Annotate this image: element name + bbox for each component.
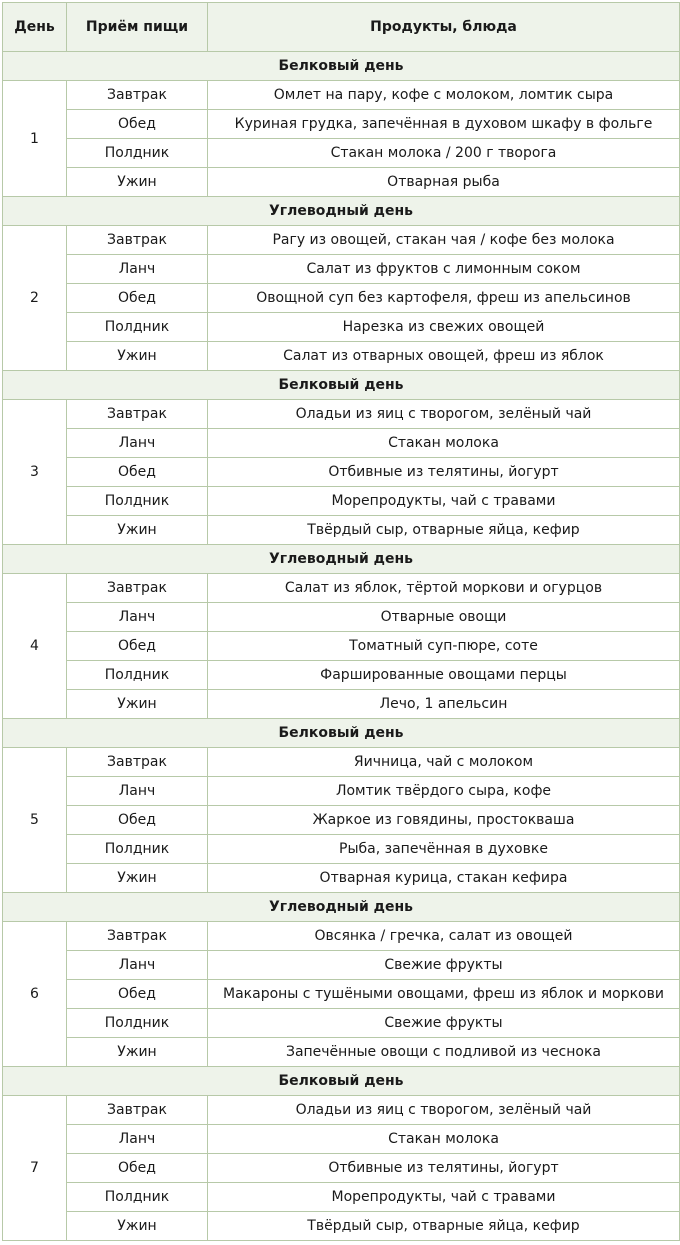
table-row [3, 1009, 680, 1038]
food-description: Свежие фрукты [384, 957, 503, 973]
food-description: Отварная курица, стакан кефира [319, 870, 568, 886]
food-cell [208, 980, 680, 1009]
food-cell [208, 342, 680, 371]
day-number: 5 [3, 748, 67, 893]
food-description: Нарезка из свежих овощей [342, 319, 545, 335]
meal-name: Ужин [67, 1038, 208, 1067]
meal-name: Полдник [67, 139, 208, 168]
food-cell [208, 574, 680, 603]
meal-name: Ланч [67, 429, 208, 458]
food-description: Отварная рыба [387, 174, 500, 190]
table-row [3, 110, 680, 139]
food-description: Отбивные из телятины, йогурт [328, 464, 559, 480]
food-cell [208, 690, 680, 719]
header-row [3, 3, 680, 52]
header-meal: Приём пищи [67, 3, 208, 52]
table-row [3, 980, 680, 1009]
meal-name: Полдник [67, 1009, 208, 1038]
food-cell [208, 1038, 680, 1067]
food-description: Морепродукты, чай с травами [331, 1189, 556, 1205]
food-description: Томатный суп-пюре, соте [349, 638, 538, 654]
table-row [3, 806, 680, 835]
food-cell [208, 139, 680, 168]
food-description: Куриная грудка, запечённая в духовом шкафу в фольге [234, 116, 653, 132]
food-cell [208, 951, 680, 980]
table-row [3, 81, 680, 110]
food-description: Яичница, чай с молоком [353, 754, 534, 770]
food-description: Фаршированные овощами перцы [320, 667, 567, 683]
section-row [3, 893, 680, 922]
diet-table [2, 2, 680, 1241]
food-description: Салат из отварных овощей, фреш из яблок [283, 348, 604, 364]
meal-name: Ужин [67, 516, 208, 545]
day-number: 6 [3, 922, 67, 1067]
section-row [3, 197, 680, 226]
table-row [3, 922, 680, 951]
meal-name: Полдник [67, 1183, 208, 1212]
day-number: 2 [3, 226, 67, 371]
food-cell [208, 458, 680, 487]
section-title: Углеводный день [3, 197, 680, 226]
meal-name: Полдник [67, 487, 208, 516]
meal-name: Ужин [67, 1212, 208, 1241]
table-row [3, 632, 680, 661]
food-description: Морепродукты, чай с травами [331, 493, 556, 509]
meal-name: Обед [67, 806, 208, 835]
meal-name: Ужин [67, 690, 208, 719]
food-cell [208, 400, 680, 429]
day-number: 7 [3, 1096, 67, 1241]
food-cell [208, 226, 680, 255]
food-description: Омлет на пару, кофе с молоком, ломтик сыра [273, 87, 614, 103]
table-row [3, 603, 680, 632]
food-cell [208, 748, 680, 777]
food-description: Оладьи из яиц с творогом, зелёный чай [295, 406, 592, 422]
food-description: Овощной суп без картофеля, фреш из апельсинов [256, 290, 631, 306]
food-description: Стакан молока [388, 435, 499, 451]
food-cell [208, 864, 680, 893]
table-row [3, 777, 680, 806]
table-row [3, 313, 680, 342]
table-row [3, 255, 680, 284]
food-cell [208, 313, 680, 342]
meal-name: Ланч [67, 1125, 208, 1154]
food-description: Отварные овощи [380, 609, 507, 625]
section-row [3, 52, 680, 81]
day-number: 4 [3, 574, 67, 719]
section-title: Белковый день [3, 371, 680, 400]
food-cell [208, 1096, 680, 1125]
food-cell [208, 632, 680, 661]
meal-name: Полдник [67, 661, 208, 690]
meal-name: Завтрак [67, 81, 208, 110]
section-row [3, 719, 680, 748]
section-title: Белковый день [3, 1067, 680, 1096]
food-description: Макароны с тушёными овощами, фреш из яблок и моркови [223, 986, 664, 1002]
meal-name: Завтрак [67, 400, 208, 429]
food-description: Твёрдый сыр, отварные яйца, кефир [307, 1218, 580, 1234]
food-cell [208, 777, 680, 806]
food-cell [208, 835, 680, 864]
food-description: Рыба, запечённая в духовке [339, 841, 548, 857]
table-row [3, 516, 680, 545]
food-cell [208, 81, 680, 110]
table-row [3, 284, 680, 313]
table-row [3, 661, 680, 690]
food-cell [208, 1154, 680, 1183]
table-row [3, 400, 680, 429]
food-cell [208, 429, 680, 458]
table-row [3, 690, 680, 719]
food-cell [208, 255, 680, 284]
meal-name: Завтрак [67, 922, 208, 951]
meal-name: Ланч [67, 255, 208, 284]
meal-name: Завтрак [67, 1096, 208, 1125]
table-row [3, 1183, 680, 1212]
meal-name: Ужин [67, 864, 208, 893]
meal-name: Обед [67, 110, 208, 139]
day-number: 3 [3, 400, 67, 545]
table-row [3, 864, 680, 893]
day-number: 1 [3, 81, 67, 197]
food-description: Салат из фруктов с лимонным соком [306, 261, 581, 277]
meal-name: Ланч [67, 603, 208, 632]
food-cell [208, 1009, 680, 1038]
table-row [3, 1125, 680, 1154]
table-row [3, 951, 680, 980]
meal-name: Обед [67, 980, 208, 1009]
section-title: Белковый день [3, 719, 680, 748]
section-title: Углеводный день [3, 545, 680, 574]
section-row [3, 1067, 680, 1096]
table-row [3, 1096, 680, 1125]
meal-name: Ланч [67, 951, 208, 980]
table-row [3, 1038, 680, 1067]
meal-name: Обед [67, 1154, 208, 1183]
meal-name: Завтрак [67, 748, 208, 777]
section-title: Белковый день [3, 52, 680, 81]
table-row [3, 342, 680, 371]
food-description: Запечённые овощи с подливой из чеснока [285, 1044, 602, 1060]
food-cell [208, 1183, 680, 1212]
table-row [3, 226, 680, 255]
food-cell [208, 661, 680, 690]
food-description: Салат из яблок, тёртой моркови и огурцов [284, 580, 603, 596]
section-row [3, 545, 680, 574]
food-description: Стакан молока / 200 г творога [330, 145, 557, 161]
food-description: Твёрдый сыр, отварные яйца, кефир [307, 522, 580, 538]
meal-name: Завтрак [67, 226, 208, 255]
table-row [3, 139, 680, 168]
header-food: Продукты, блюда [208, 3, 680, 52]
food-description: Стакан молока [388, 1131, 499, 1147]
food-description: Ломтик твёрдого сыра, кофе [335, 783, 552, 799]
meal-name: Завтрак [67, 574, 208, 603]
food-cell [208, 1125, 680, 1154]
table-row [3, 1154, 680, 1183]
meal-name: Полдник [67, 313, 208, 342]
table-row [3, 487, 680, 516]
food-description: Свежие фрукты [384, 1015, 503, 1031]
food-cell [208, 284, 680, 313]
meal-name: Обед [67, 284, 208, 313]
food-description: Жаркое из говядины, простокваша [312, 812, 575, 828]
table-row [3, 168, 680, 197]
food-description: Лечо, 1 апельсин [379, 696, 508, 712]
food-cell [208, 168, 680, 197]
table-row [3, 574, 680, 603]
table-row [3, 429, 680, 458]
food-description: Овсянка / гречка, салат из овощей [314, 928, 573, 944]
meal-name: Обед [67, 632, 208, 661]
food-cell [208, 1212, 680, 1241]
header-day: День [3, 3, 67, 52]
table-row [3, 748, 680, 777]
meal-name: Ужин [67, 168, 208, 197]
food-cell [208, 516, 680, 545]
section-title: Углеводный день [3, 893, 680, 922]
table-body [3, 52, 680, 1241]
food-cell [208, 806, 680, 835]
meal-name: Ужин [67, 342, 208, 371]
table-row [3, 458, 680, 487]
table-row [3, 835, 680, 864]
meal-name: Полдник [67, 835, 208, 864]
food-cell [208, 603, 680, 632]
meal-name: Обед [67, 458, 208, 487]
section-row [3, 371, 680, 400]
table-row [3, 1212, 680, 1241]
meal-name: Ланч [67, 777, 208, 806]
food-description: Оладьи из яиц с творогом, зелёный чай [295, 1102, 592, 1118]
food-description: Рагу из овощей, стакан чая / кофе без молока [272, 232, 615, 248]
food-cell [208, 487, 680, 516]
food-cell [208, 110, 680, 139]
food-cell [208, 922, 680, 951]
food-description: Отбивные из телятины, йогурт [328, 1160, 559, 1176]
